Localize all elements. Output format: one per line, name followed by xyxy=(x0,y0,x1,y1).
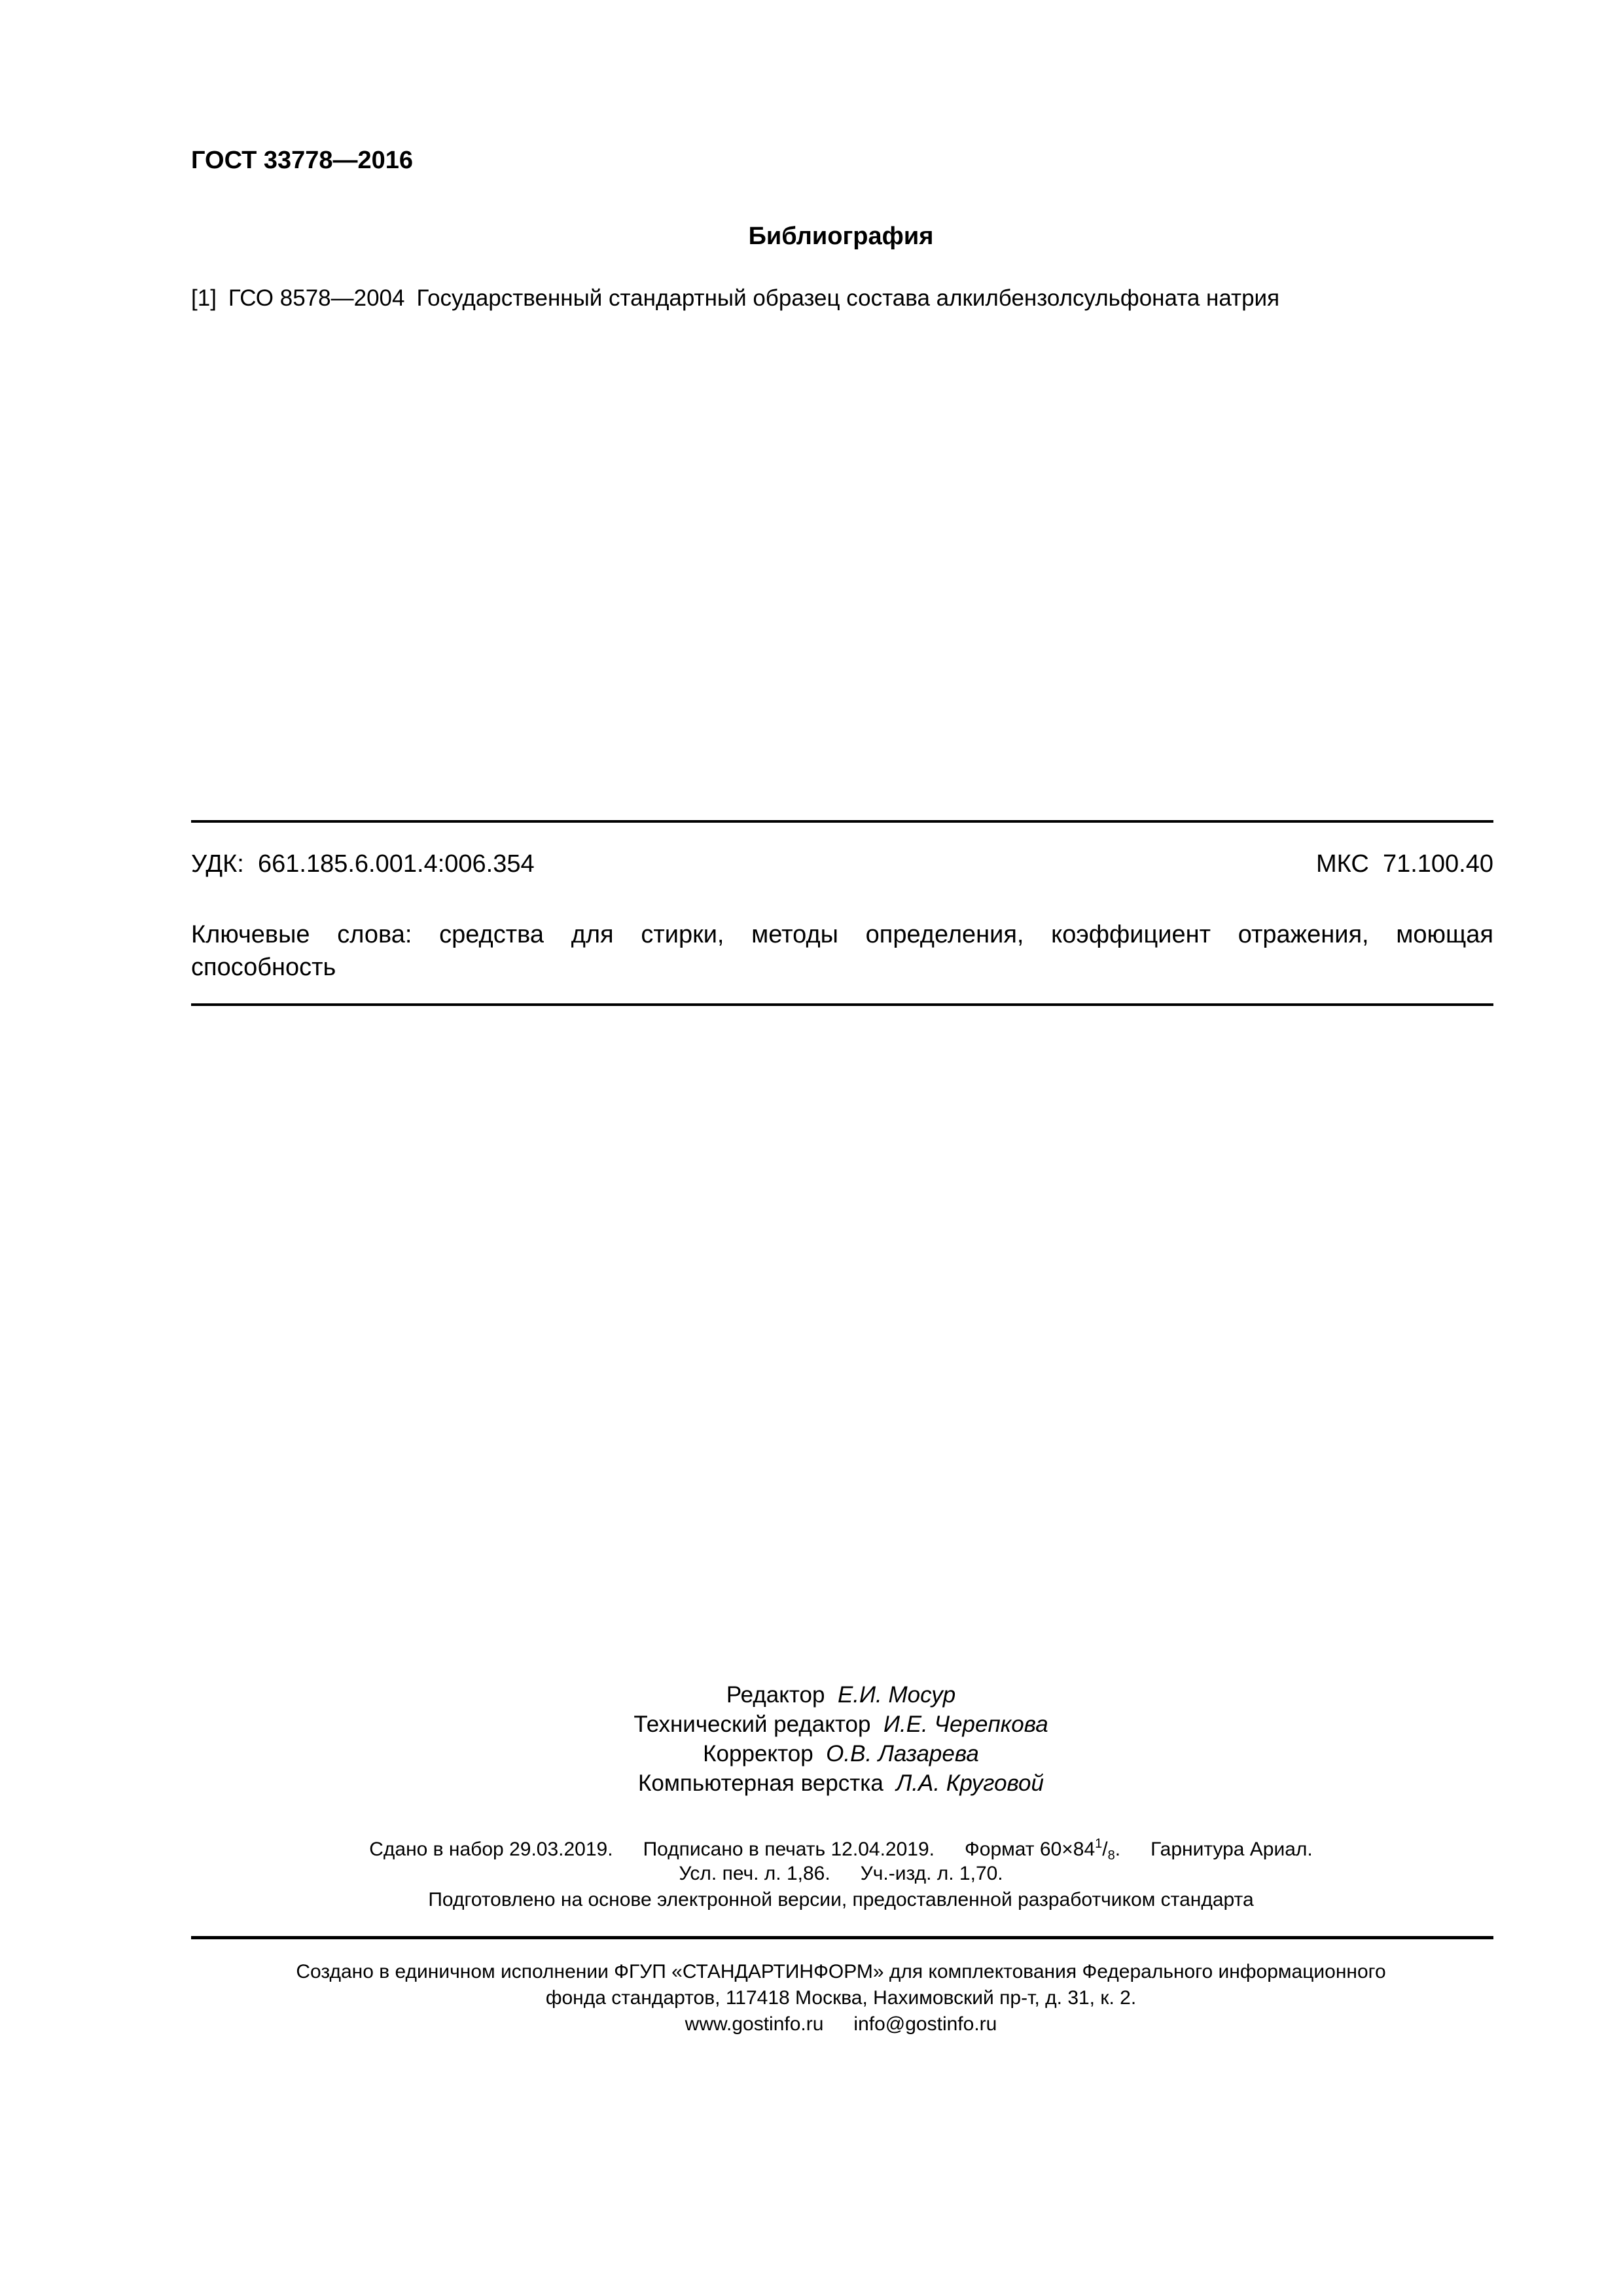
footer-line-2: фонда стандартов, 117418 Москва, Нахимовский пр-т, д. 31, к. 2. xyxy=(545,1987,1137,2009)
credit-role: Корректор xyxy=(703,1741,813,1767)
entry-number: [1] xyxy=(191,285,217,311)
entry-text: Государственный стандартный образец состава алкилбензолсульфоната натрия xyxy=(416,285,1280,311)
format-denominator: 8 xyxy=(1107,1848,1115,1863)
mks-code xyxy=(1316,850,1493,878)
print-sheets: Усл. печ. л. 1,86. xyxy=(679,1863,830,1884)
imprint-prepared-note: Подготовлено на основе электронной версии, предоставленной разработчиком стандарта xyxy=(428,1889,1254,1910)
keywords xyxy=(191,918,1493,984)
keywords-line-2: способность xyxy=(191,954,336,981)
publication-sheets: Уч.-изд. л. 1,70. xyxy=(860,1863,1003,1884)
bibliography-entry xyxy=(191,285,1279,312)
bibliography-title: Библиография xyxy=(748,223,934,250)
credit-editor xyxy=(0,1682,1623,1708)
document-id: ГОСТ 33778—2016 xyxy=(191,147,414,174)
footer-divider xyxy=(191,1936,1493,1939)
udk-label: УДК: xyxy=(191,850,244,878)
entry-reference: ГСО 8578—2004 xyxy=(228,285,405,311)
website-link[interactable]: www.gostinfo.ru xyxy=(685,2013,824,2035)
email-link[interactable]: info@gostinfo.ru xyxy=(853,2013,997,2035)
credit-role: Технический редактор xyxy=(633,1712,871,1737)
format-numerator: 1 xyxy=(1095,1837,1103,1851)
imprint-line-2 xyxy=(0,1863,1623,1885)
credit-layout xyxy=(0,1770,1623,1797)
credit-name: О.В. Лазарева xyxy=(826,1741,979,1767)
keywords-line-1: Ключевые слова: средства для стирки, методы определения, коэффициент отражения, моющая xyxy=(191,921,1493,948)
credit-name: Е.И. Мосур xyxy=(837,1682,956,1708)
udk-value: 661.185.6.001.4:006.354 xyxy=(258,850,535,878)
credit-role: Компьютерная верстка xyxy=(637,1770,883,1796)
typeface: Гарнитура Ариал. xyxy=(1150,1839,1313,1860)
mks-value: 71.100.40 xyxy=(1382,850,1493,878)
credit-role: Редактор xyxy=(726,1682,825,1708)
keywords-divider xyxy=(191,1003,1493,1006)
imprint-line-1 xyxy=(0,1837,1623,1863)
signed-date: Подписано в печать 12.04.2019. xyxy=(643,1839,935,1860)
credit-proofreader xyxy=(0,1741,1623,1767)
mks-label: МКС xyxy=(1316,850,1369,878)
format: Формат $60\times 84^1/_8$. xyxy=(964,1837,1121,1863)
credit-name: И.Е. Черепкова xyxy=(883,1712,1048,1737)
footer-contacts xyxy=(0,2013,1623,2036)
udk-code xyxy=(191,850,535,878)
footer-line-1: Создано в единичном исполнении ФГУП «СТАНДАРТИНФОРМ» для комплектования Федерального информационного xyxy=(296,1961,1386,1982)
submitted-date: Сдано в набор 29.03.2019. xyxy=(369,1839,613,1860)
credit-name: Л.А. Круговой xyxy=(896,1770,1044,1796)
credit-technical-editor xyxy=(0,1712,1623,1738)
top-divider xyxy=(191,820,1493,823)
